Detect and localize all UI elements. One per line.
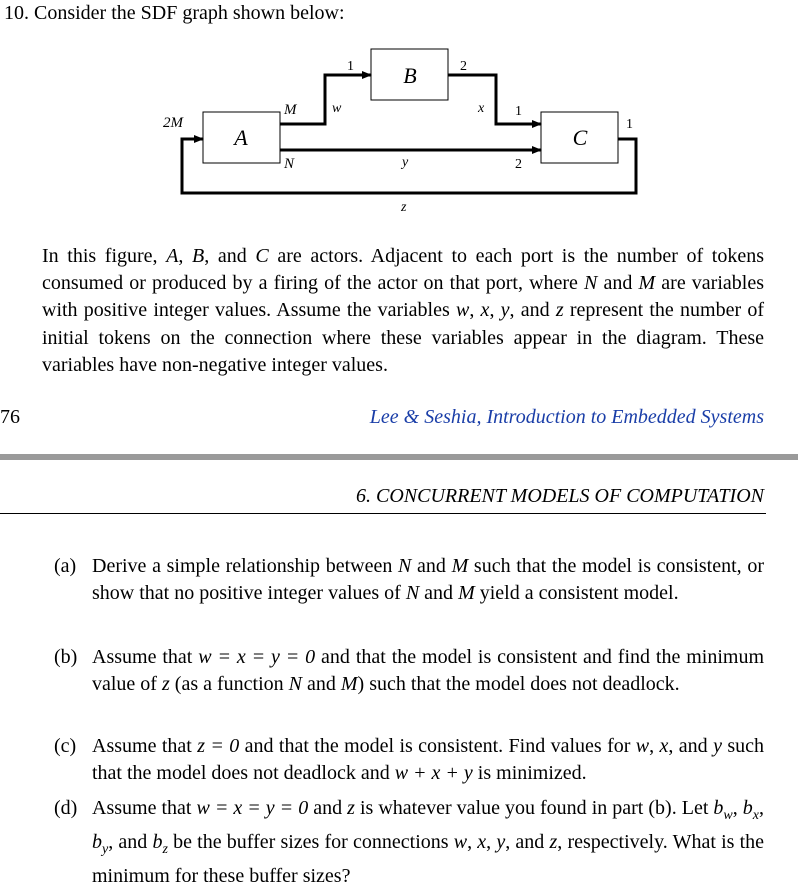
edge-y-label: y — [402, 155, 409, 170]
question-item-d: (d) Assume that w = x = y = 0 and z is whatever value you found in part (b). Let $b_w$, $b_x$, $b_y$, and $b_z$ be the buffer sizes for connections w, x, y, and z, respectively. What is the minimum for these buffer sizes? — [54, 797, 765, 888]
edge-x-line — [448, 75, 541, 124]
question-item-a: (a) Derive a simple relationship between N and M such that the model is consistent, or show that no positive integer values of N and M yield a consistent model. — [54, 555, 764, 605]
port-a-in-rate: 2M — [163, 115, 183, 131]
port-a-out-top-rate: M — [284, 102, 297, 118]
port-c-out-rate: 1 — [626, 117, 633, 132]
actor-c-label: C — [572, 125, 588, 150]
book-reference-link[interactable]: Lee & Seshia, Introduction to Embedded Systems — [369, 406, 764, 428]
page-break-rule — [0, 454, 798, 460]
item-label: (d) — [54, 797, 78, 819]
edge-z-label: z — [401, 200, 407, 215]
port-c-in-top-rate: 1 — [515, 104, 522, 119]
chapter-header: 6. CONCURRENT MODELS OF COMPUTATION — [356, 485, 764, 507]
header-rule — [0, 513, 766, 514]
actor-b-label: B — [403, 63, 417, 88]
item-label: (c) — [54, 735, 77, 757]
question-item-b: (b) Assume that w = x = y = 0 and that the model is consistent and find the minimum value of z (as a function N and M) such that the model does not deadlock. — [54, 646, 764, 696]
page-number: 76 — [0, 406, 20, 428]
description-paragraph: In this figure, A, B, and C are actors. Adjacent to each port is the number of tokens consumed or produced by a firing of the actor on that port, where N and M are variables with positive integer values. Assume the variables w, x, y, and z represent the number of initial tokens on the connection where these variables appear in the diagram. These variables have non-negative integer values. — [42, 245, 764, 376]
port-b-in-rate: 1 — [347, 59, 354, 74]
edge-x-label: x — [478, 101, 485, 116]
question-title: 10. Consider the SDF graph shown below: — [4, 2, 345, 24]
sdf-graph-diagram — [0, 0, 798, 230]
item-label: (a) — [54, 555, 77, 577]
actor-a-label: A — [234, 125, 248, 150]
port-c-in-bottom-rate: 2 — [515, 157, 522, 172]
edge-w-label: w — [332, 101, 342, 116]
port-a-out-bottom-rate: N — [284, 156, 295, 172]
item-label: (b) — [54, 646, 78, 668]
port-b-out-rate: 2 — [460, 59, 467, 74]
question-item-c: (c) Assume that z = 0 and that the model is consistent. Find values for w, x, and y such that the model does not deadlock and w + x + y is minimized. — [54, 735, 765, 785]
